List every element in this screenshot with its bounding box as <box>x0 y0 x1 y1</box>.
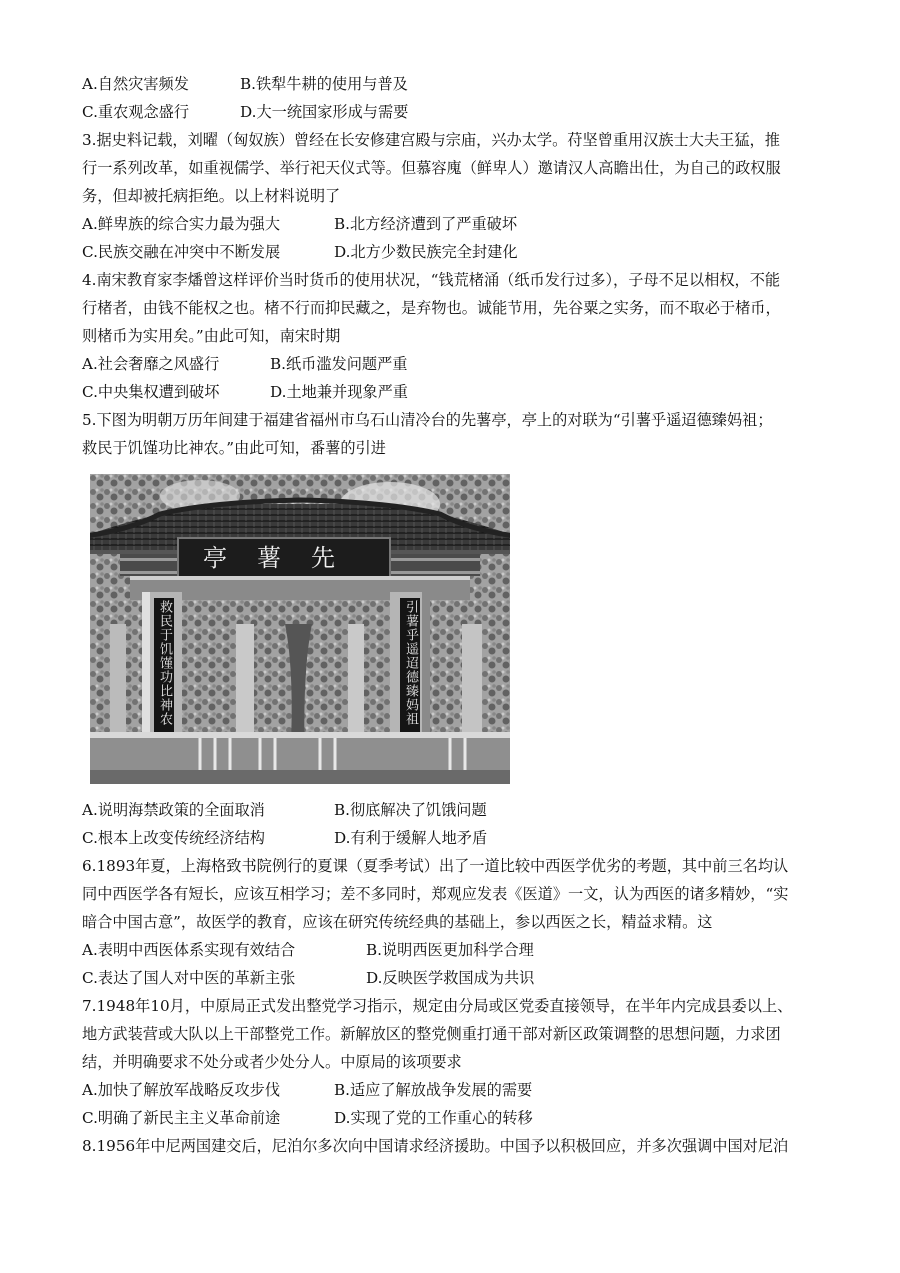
q7-option-b: B.适应了解放战争发展的需要 <box>334 1081 533 1099</box>
q2-option-a: A.自然灾害频发 <box>82 75 189 93</box>
q5-option-a: A.说明海禁政策的全面取消 <box>82 801 265 819</box>
q3-option-a: A.鲜卑族的综合实力最为强大 <box>82 215 281 233</box>
q7-stem-line-3: 结，并明确要求不处分或者少处分人。中原局的该项要求 <box>82 1053 462 1071</box>
q6-option-d: D.反映医学救国成为共识 <box>366 969 535 987</box>
q5-stem-line-2: 救民于饥馑功比神农。”由此可知，番薯的引进 <box>82 439 386 457</box>
q5-option-c: C.根本上改变传统经济结构 <box>82 829 265 847</box>
q6-stem-line-2: 同中西医学各有短长，应该互相学习；差不多同时，郑观应发表《医道》一文，认为西医的诸多精妙，“实 <box>82 885 789 903</box>
q3-stem-line-1: 3.据史料记载，刘曜（匈奴族）曾经在长安修建宫殿与宗庙，兴办太学。苻坚曾重用汉族士大夫王猛，推 <box>82 131 780 149</box>
q3-option-b: B.北方经济遭到了严重破坏 <box>334 215 518 233</box>
q5-option-b: B.彻底解决了饥饿问题 <box>334 801 487 819</box>
q2-option-c: C.重农观念盛行 <box>82 103 190 121</box>
couplet-left-text: 救民于饥馑功比神农 <box>157 600 172 726</box>
q4-option-b: B.纸币滥发问题严重 <box>270 355 408 373</box>
q7-option-d: D.实现了党的工作重心的转移 <box>334 1109 533 1127</box>
couplet-right-text: 引薯乎遥迢德臻妈祖 <box>403 600 418 726</box>
q2-option-b: B.铁犁牛耕的使用与普及 <box>240 75 408 93</box>
q5-stem-line-1: 5.下图为明朝万历年间建于福建省福州市乌石山清冷台的先薯亭，亭上的对联为“引薯乎遥迢德臻妈祖； <box>82 411 773 429</box>
q8-stem-line-1: 8.1956年中尼两国建交后，尼泊尔多次向中国请求经济援助。中国予以积极回应，并多次强调中国对尼泊 <box>82 1137 789 1155</box>
q2-option-d: D.大一统国家形成与需要 <box>240 103 409 121</box>
q4-stem-line-3: 则楮币为实用矣。”由此可知，南宋时期 <box>82 327 341 345</box>
q3-option-d: D.北方少数民族完全封建化 <box>334 243 518 261</box>
q6-option-c: C.表达了国人对中医的革新主张 <box>82 969 296 987</box>
q4-option-d: D.土地兼并现象严重 <box>270 383 408 401</box>
q7-option-c: C.明确了新民主主义革命前途 <box>82 1109 281 1127</box>
q6-stem-line-1: 6.1893年夏，上海格致书院例行的夏课（夏季考试）出了一道比较中西医学优劣的考题，其中前三名均认 <box>82 857 789 875</box>
pavilion-plaque-text: 先薯亭 <box>203 544 365 572</box>
q7-option-a: A.加快了解放军战略反攻步伐 <box>82 1081 281 1099</box>
q6-stem-line-3: 暗合中国古意”，故医学的教育，应该在研究传统经典的基础上，参以西医之长，精益求精。这 <box>82 913 713 931</box>
q4-option-a: A.社会奢靡之风盛行 <box>82 355 220 373</box>
pavilion-photo <box>90 474 510 784</box>
q6-option-b: B.说明西医更加科学合理 <box>366 941 534 959</box>
q6-option-a: A.表明中西医体系实现有效结合 <box>82 941 296 959</box>
q3-option-c: C.民族交融在冲突中不断发展 <box>82 243 281 261</box>
q3-stem-line-3: 务，但却被托病拒绝。以上材料说明了 <box>82 187 341 205</box>
q4-option-c: C.中央集权遭到破坏 <box>82 383 220 401</box>
q7-stem-line-2: 地方武装营或大队以上干部整党工作。新解放区的整党侧重打通干部对新区政策调整的思想问题，力求团 <box>82 1025 781 1043</box>
q7-stem-line-1: 7.1948年10月，中原局正式发出整党学习指示，规定由分局或区党委直接领导，在半年内完成县委以上、 <box>82 997 793 1015</box>
q3-stem-line-2: 行一系列改革，如重视儒学、举行祀天仪式等。但慕容廆（鲜卑人）邀请汉人高瞻出仕，为自己的政权服 <box>82 159 781 177</box>
q4-stem-line-2: 行楮者，由钱不能权之也。楮不行而抑民藏之，是弃物也。诚能节用，先谷粟之实务，而不取必于楮币， <box>82 299 781 317</box>
q4-stem-line-1: 4.南宋教育家李燔曾这样评价当时货币的使用状况，“钱荒楮涌（纸币发行过多），子母不足以相权，不能 <box>82 271 781 289</box>
q5-option-d: D.有利于缓解人地矛盾 <box>334 829 488 847</box>
